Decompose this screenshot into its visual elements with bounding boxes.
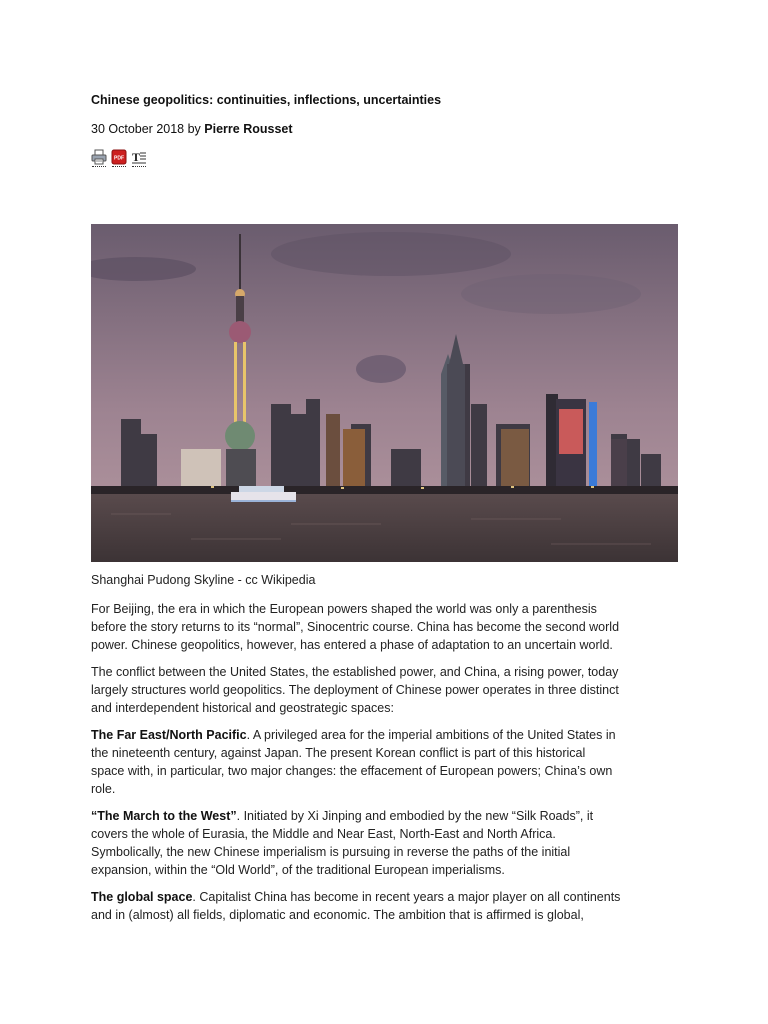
article-body [91,600,691,933]
section-heading-march-west: “The March to the West” [91,809,237,823]
section-heading-far-east: The Far East/North Pacific [91,728,247,742]
text-line: space with, in particular, two major changes: the effacement of European powers; China’s own [91,764,613,778]
text-line [91,888,691,906]
text-line: the nineteenth century, against Japan. The present Korean conflict is part of this historical [91,746,586,760]
pdf-icon[interactable] [111,149,127,165]
publish-date: 30 October 2018 by [91,122,201,136]
section-heading-global-space: The global space [91,890,193,904]
paragraph-1 [91,600,691,654]
text-line [91,726,691,744]
article-tools [91,149,147,165]
print-icon[interactable] [91,149,107,165]
text-line: largely structures world geopolitics. The deployment of Chinese power operates in three distinct [91,683,619,697]
text-line: before the story returns to its “normal”, Sinocentric course. China has become the second world [91,620,620,634]
text-line: Symbolically, the new Chinese imperialism is pursuing in reverse the paths of the initial [91,845,571,859]
text-fragment: . A privileged area for the imperial ambitions of the United States in [246,728,616,742]
text-line: power. Chinese geopolitics, however, has entered a phase of adaptation to an uncertain world. [91,638,613,652]
image-caption: Shanghai Pudong Skyline - cc Wikipedia [91,573,316,587]
text-line: The conflict between the United States, the established power, and China, a rising power, today [91,665,619,679]
text-line [91,807,691,825]
pdf-icon-label: PDF [114,155,124,162]
text-line: For Beijing, the era in which the European powers shaped the world was only a parenthesis [91,602,597,616]
shanghai-skyline-photo [91,224,678,562]
paragraph-2 [91,663,691,717]
text-line: expansion, within the “Old World”, of the traditional European imperialisms. [91,863,505,877]
text-line: and in (almost) all fields, diplomatic and economic. The ambition that is affirmed is global, [91,908,584,922]
text-size-icon[interactable] [131,149,147,165]
text-fragment: . Capitalist China has become in recent years a major player on all continents [192,890,621,904]
paragraph-4 [91,807,691,879]
text-line: and interdependent historical and geostrategic spaces: [91,701,394,715]
svg-text:T: T [132,150,141,164]
byline [91,122,293,136]
text-fragment: . Initiated by Xi Jinping and embodied by the new “Silk Roads”, it [236,809,594,823]
text-line: covers the whole of Eurasia, the Middle and Near East, North-East and North Africa. [91,827,556,841]
author-name[interactable]: Pierre Rousset [204,122,293,136]
article-title: Chinese geopolitics: continuities, inflections, uncertainties [91,93,442,107]
paragraph-3 [91,726,691,798]
text-line: role. [91,782,116,796]
paragraph-5 [91,888,691,924]
